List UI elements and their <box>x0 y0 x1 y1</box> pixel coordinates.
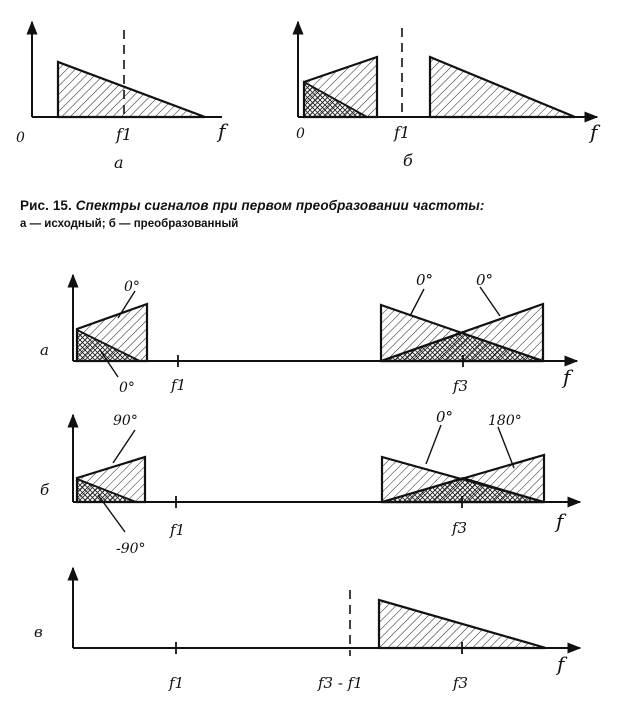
panel-letter: б <box>40 481 50 499</box>
falling-triangle <box>379 600 546 648</box>
f1-label: f1 <box>116 125 133 144</box>
panel-b-spectrum <box>40 408 580 557</box>
f-axis-label: f <box>590 120 598 144</box>
phase-upper: 0° <box>124 279 140 295</box>
f3-label: f3 <box>452 519 468 537</box>
f-axis-label: f <box>218 119 226 143</box>
origin-label: 0 <box>16 130 25 146</box>
falling-triangle <box>430 57 575 117</box>
panel-letter: а <box>114 153 124 172</box>
panel-letter: в <box>34 623 43 641</box>
f3-label: f3 <box>453 377 469 395</box>
f3-minus-f1-label: f3 - f1 <box>318 674 363 692</box>
f1-label: f1 <box>171 376 187 394</box>
f1-label: f1 <box>170 521 186 539</box>
phase-leader <box>498 427 514 468</box>
phase-leader <box>480 287 500 316</box>
caption-label: Рис. 15. <box>20 198 72 213</box>
phase-right-2: 180° <box>488 413 522 429</box>
phase-lower: 0° <box>119 380 135 396</box>
panel-letter: а <box>40 341 49 359</box>
f-axis-label: f <box>556 509 564 533</box>
top-left-spectrum <box>16 22 229 172</box>
f1-label: f1 <box>394 123 411 142</box>
panel-c-spectrum <box>34 568 580 692</box>
figure-caption <box>20 198 485 213</box>
origin-label: 0 <box>296 126 305 142</box>
panel-letter: б <box>403 151 413 170</box>
f1-label: f1 <box>169 674 185 692</box>
panel-a-spectrum <box>40 271 577 396</box>
phase-right-2: 0° <box>476 271 494 289</box>
caption-legend: а — исходный; б — преобразованный <box>20 218 239 230</box>
phase-leader <box>113 430 135 463</box>
f-axis-label: f <box>557 652 565 676</box>
phase-right-1: 0° <box>416 271 434 289</box>
phase-right-1: 0° <box>436 408 454 426</box>
phase-leader <box>426 425 441 464</box>
phase-upper: 90° <box>113 413 138 429</box>
phase-lower: -90° <box>116 541 146 557</box>
caption-title: Спектры сигналов при первом преобразовании частоты: <box>75 198 485 213</box>
top-right-spectrum <box>296 22 601 170</box>
f3-label: f3 <box>453 674 469 692</box>
f-axis-label: f <box>563 365 571 389</box>
spectrum-triangle <box>58 62 205 117</box>
phase-leader <box>410 289 424 316</box>
